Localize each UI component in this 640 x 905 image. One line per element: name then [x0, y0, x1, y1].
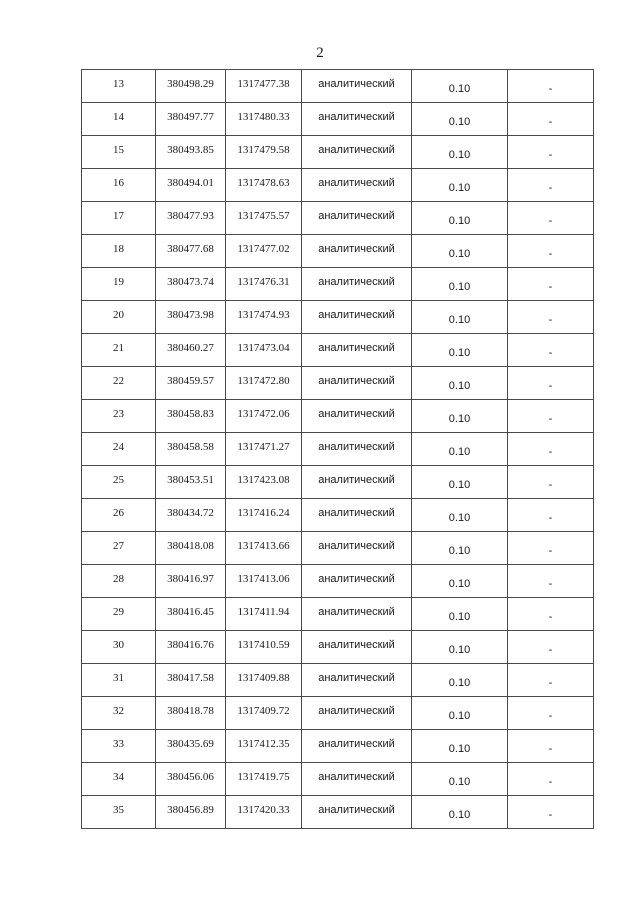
- x-coordinate-cell: 380459.57: [156, 367, 226, 400]
- x-coordinate-cell: 380458.83: [156, 400, 226, 433]
- point-number-cell: 31: [82, 664, 156, 697]
- y-coordinate-cell: 1317409.72: [226, 697, 302, 730]
- method-cell: аналитический: [302, 367, 412, 400]
- method-cell: аналитический: [302, 499, 412, 532]
- note-cell: -: [508, 730, 594, 763]
- table-row: [82, 400, 594, 433]
- method-cell: аналитический: [302, 334, 412, 367]
- y-coordinate-cell: 1317411.94: [226, 598, 302, 631]
- table-row: [82, 169, 594, 202]
- y-coordinate-cell: 1317410.59: [226, 631, 302, 664]
- method-cell: аналитический: [302, 796, 412, 829]
- note-cell: -: [508, 400, 594, 433]
- note-cell: -: [508, 202, 594, 235]
- x-coordinate-cell: 380497.77: [156, 103, 226, 136]
- table-row: [82, 730, 594, 763]
- point-number-cell: 13: [82, 70, 156, 103]
- accuracy-cell: 0.10: [412, 565, 508, 598]
- table-row: [82, 499, 594, 532]
- y-coordinate-cell: 1317416.24: [226, 499, 302, 532]
- coordinates-table: [81, 69, 594, 829]
- y-coordinate-cell: 1317475.57: [226, 202, 302, 235]
- method-cell: аналитический: [302, 202, 412, 235]
- note-cell: -: [508, 763, 594, 796]
- method-cell: аналитический: [302, 631, 412, 664]
- y-coordinate-cell: 1317413.66: [226, 532, 302, 565]
- accuracy-cell: 0.10: [412, 796, 508, 829]
- x-coordinate-cell: 380456.06: [156, 763, 226, 796]
- accuracy-cell: 0.10: [412, 730, 508, 763]
- x-coordinate-cell: 380434.72: [156, 499, 226, 532]
- table-row: [82, 334, 594, 367]
- accuracy-cell: 0.10: [412, 697, 508, 730]
- note-cell: -: [508, 235, 594, 268]
- method-cell: аналитический: [302, 136, 412, 169]
- point-number-cell: 15: [82, 136, 156, 169]
- x-coordinate-cell: 380416.45: [156, 598, 226, 631]
- point-number-cell: 22: [82, 367, 156, 400]
- table-row: [82, 697, 594, 730]
- accuracy-cell: 0.10: [412, 235, 508, 268]
- table-row: [82, 367, 594, 400]
- method-cell: аналитический: [302, 664, 412, 697]
- y-coordinate-cell: 1317419.75: [226, 763, 302, 796]
- point-number-cell: 33: [82, 730, 156, 763]
- note-cell: -: [508, 334, 594, 367]
- method-cell: аналитический: [302, 235, 412, 268]
- y-coordinate-cell: 1317478.63: [226, 169, 302, 202]
- method-cell: аналитический: [302, 598, 412, 631]
- point-number-cell: 18: [82, 235, 156, 268]
- point-number-cell: 24: [82, 433, 156, 466]
- point-number-cell: 27: [82, 532, 156, 565]
- y-coordinate-cell: 1317480.33: [226, 103, 302, 136]
- table-row: [82, 631, 594, 664]
- accuracy-cell: 0.10: [412, 268, 508, 301]
- note-cell: -: [508, 301, 594, 334]
- accuracy-cell: 0.10: [412, 598, 508, 631]
- method-cell: аналитический: [302, 433, 412, 466]
- table-row: [82, 598, 594, 631]
- accuracy-cell: 0.10: [412, 532, 508, 565]
- note-cell: -: [508, 499, 594, 532]
- y-coordinate-cell: 1317474.93: [226, 301, 302, 334]
- accuracy-cell: 0.10: [412, 334, 508, 367]
- point-number-cell: 21: [82, 334, 156, 367]
- y-coordinate-cell: 1317423.08: [226, 466, 302, 499]
- accuracy-cell: 0.10: [412, 103, 508, 136]
- x-coordinate-cell: 380477.93: [156, 202, 226, 235]
- note-cell: -: [508, 598, 594, 631]
- accuracy-cell: 0.10: [412, 136, 508, 169]
- method-cell: аналитический: [302, 565, 412, 598]
- x-coordinate-cell: 380456.89: [156, 796, 226, 829]
- table-row: [82, 433, 594, 466]
- y-coordinate-cell: 1317479.58: [226, 136, 302, 169]
- note-cell: -: [508, 466, 594, 499]
- x-coordinate-cell: 380473.74: [156, 268, 226, 301]
- table-row: [82, 301, 594, 334]
- y-coordinate-cell: 1317409.88: [226, 664, 302, 697]
- y-coordinate-cell: 1317413.06: [226, 565, 302, 598]
- point-number-cell: 19: [82, 268, 156, 301]
- table-row: [82, 466, 594, 499]
- accuracy-cell: 0.10: [412, 202, 508, 235]
- y-coordinate-cell: 1317472.06: [226, 400, 302, 433]
- point-number-cell: 28: [82, 565, 156, 598]
- x-coordinate-cell: 380477.68: [156, 235, 226, 268]
- accuracy-cell: 0.10: [412, 169, 508, 202]
- y-coordinate-cell: 1317471.27: [226, 433, 302, 466]
- point-number-cell: 23: [82, 400, 156, 433]
- note-cell: -: [508, 268, 594, 301]
- table-row: [82, 796, 594, 829]
- coordinates-table-body: [82, 70, 594, 829]
- accuracy-cell: 0.10: [412, 301, 508, 334]
- y-coordinate-cell: 1317473.04: [226, 334, 302, 367]
- x-coordinate-cell: 380418.08: [156, 532, 226, 565]
- note-cell: -: [508, 433, 594, 466]
- accuracy-cell: 0.10: [412, 664, 508, 697]
- x-coordinate-cell: 380417.58: [156, 664, 226, 697]
- table-row: [82, 202, 594, 235]
- point-number-cell: 16: [82, 169, 156, 202]
- table-row: [82, 70, 594, 103]
- note-cell: -: [508, 136, 594, 169]
- table-row: [82, 532, 594, 565]
- y-coordinate-cell: 1317477.38: [226, 70, 302, 103]
- note-cell: -: [508, 697, 594, 730]
- x-coordinate-cell: 380494.01: [156, 169, 226, 202]
- note-cell: -: [508, 532, 594, 565]
- x-coordinate-cell: 380435.69: [156, 730, 226, 763]
- point-number-cell: 29: [82, 598, 156, 631]
- x-coordinate-cell: 380460.27: [156, 334, 226, 367]
- point-number-cell: 34: [82, 763, 156, 796]
- x-coordinate-cell: 380473.98: [156, 301, 226, 334]
- accuracy-cell: 0.10: [412, 466, 508, 499]
- y-coordinate-cell: 1317412.35: [226, 730, 302, 763]
- note-cell: -: [508, 70, 594, 103]
- point-number-cell: 32: [82, 697, 156, 730]
- x-coordinate-cell: 380418.78: [156, 697, 226, 730]
- point-number-cell: 30: [82, 631, 156, 664]
- method-cell: аналитический: [302, 730, 412, 763]
- y-coordinate-cell: 1317477.02: [226, 235, 302, 268]
- x-coordinate-cell: 380498.29: [156, 70, 226, 103]
- note-cell: -: [508, 103, 594, 136]
- x-coordinate-cell: 380416.97: [156, 565, 226, 598]
- table-row: [82, 565, 594, 598]
- note-cell: -: [508, 367, 594, 400]
- note-cell: -: [508, 664, 594, 697]
- point-number-cell: 14: [82, 103, 156, 136]
- y-coordinate-cell: 1317420.33: [226, 796, 302, 829]
- point-number-cell: 25: [82, 466, 156, 499]
- table-row: [82, 268, 594, 301]
- page-number: 2: [316, 45, 324, 61]
- x-coordinate-cell: 380453.51: [156, 466, 226, 499]
- accuracy-cell: 0.10: [412, 400, 508, 433]
- method-cell: аналитический: [302, 301, 412, 334]
- note-cell: -: [508, 631, 594, 664]
- accuracy-cell: 0.10: [412, 70, 508, 103]
- method-cell: аналитический: [302, 70, 412, 103]
- note-cell: -: [508, 565, 594, 598]
- point-number-cell: 26: [82, 499, 156, 532]
- table-row: [82, 664, 594, 697]
- accuracy-cell: 0.10: [412, 433, 508, 466]
- table-row: [82, 136, 594, 169]
- method-cell: аналитический: [302, 532, 412, 565]
- table-row: [82, 235, 594, 268]
- accuracy-cell: 0.10: [412, 631, 508, 664]
- note-cell: -: [508, 169, 594, 202]
- method-cell: аналитический: [302, 697, 412, 730]
- y-coordinate-cell: 1317476.31: [226, 268, 302, 301]
- x-coordinate-cell: 380493.85: [156, 136, 226, 169]
- method-cell: аналитический: [302, 103, 412, 136]
- point-number-cell: 20: [82, 301, 156, 334]
- x-coordinate-cell: 380458.58: [156, 433, 226, 466]
- method-cell: аналитический: [302, 400, 412, 433]
- table-row: [82, 103, 594, 136]
- method-cell: аналитический: [302, 169, 412, 202]
- accuracy-cell: 0.10: [412, 499, 508, 532]
- method-cell: аналитический: [302, 268, 412, 301]
- method-cell: аналитический: [302, 763, 412, 796]
- point-number-cell: 35: [82, 796, 156, 829]
- table-row: [82, 763, 594, 796]
- y-coordinate-cell: 1317472.80: [226, 367, 302, 400]
- note-cell: -: [508, 796, 594, 829]
- accuracy-cell: 0.10: [412, 367, 508, 400]
- accuracy-cell: 0.10: [412, 763, 508, 796]
- point-number-cell: 17: [82, 202, 156, 235]
- method-cell: аналитический: [302, 466, 412, 499]
- x-coordinate-cell: 380416.76: [156, 631, 226, 664]
